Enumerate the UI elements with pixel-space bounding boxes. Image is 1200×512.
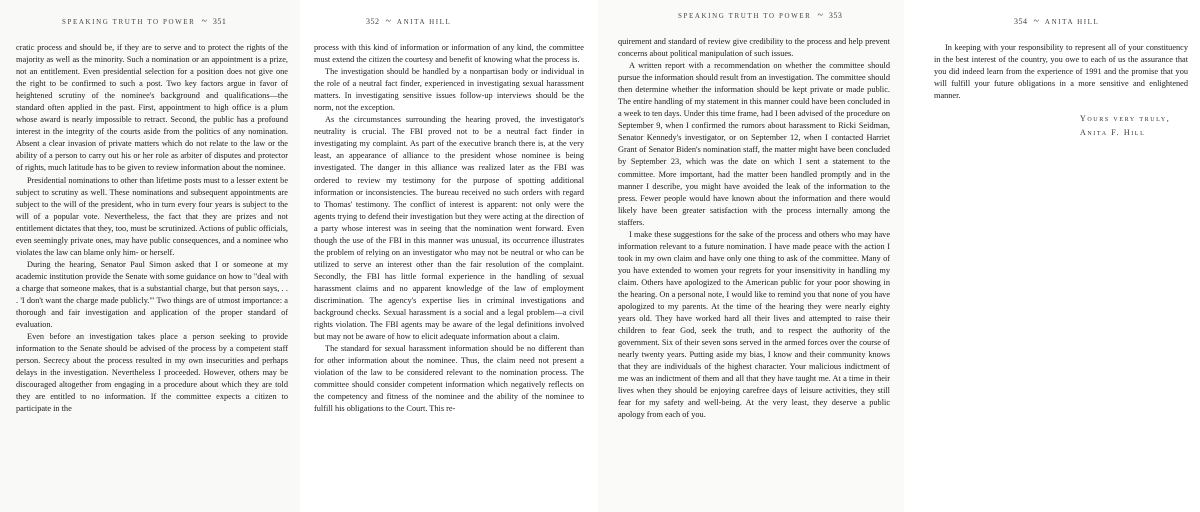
page-number: 352	[366, 17, 380, 26]
ornament-icon: ~	[1033, 16, 1039, 27]
paragraph: During the hearing, Senator Paul Simon asked that I or someone at my academic institution provide the Senate with some guidance on how to "deal with a charge that someone makes, that is a substantial charge, but that person says, . . . 'I don't want the charge made publicly.'" Two things are of utmost importance: a thorough and fair investigation and application of the proper standard of evaluation.	[16, 259, 288, 330]
paragraph: I make these suggestions for the sake of the process and others who may have information relevant to a future nomination. I have made peace with the action I took in my own claim and have only one thing to ask of the committee. Many of you have extended to women your regrets for your insensitivity in handling my claim. Others have apologized to the American public for your poor showing in the hearing. On a personal note, I would like to remind you that none of you have apologized to my parents. At the time of the hearing they were nearly eighty years old. They have worked hard all their lives and attempted to raise their children to fear God, seek the truth, and to respect the authority of the government. Six of their seven sons served in the armed forces over the course of nearly twenty years. Putting aside my bias, I know and their community knows that they are individuals of the highest character. Your malicious indictment of me was an indictment of them and all that they have taught me. At a time in their lives when they should be enjoying carefree days of leisure activities, they still fear for my safety and well-being. At the very least, they deserve a public apology from each of you.	[618, 229, 890, 420]
running-header	[1014, 16, 1099, 27]
page-body	[934, 42, 1188, 102]
header-title: SPEAKING TRUTH TO POWER	[678, 12, 812, 20]
page-number: 351	[212, 17, 227, 26]
valediction: Yours very truly,	[1080, 114, 1171, 123]
paragraph: process with this kind of information or information of any kind, the committee must extend the citizen the courtesy and benefit of knowing what the process is.	[314, 43, 584, 65]
paragraph: The investigation should be handled by a nonpartisan body or individual in the role of a neutral fact finder, experienced in investigating sexual harassment matters. In investigating sensitive issues follow-up interviews should be the norm, not the exception.	[314, 67, 584, 113]
letter-closing	[1080, 112, 1170, 140]
header-title: SPEAKING TRUTH TO POWER	[62, 18, 196, 26]
header-title: ANITA HILL	[396, 18, 452, 26]
running-header	[678, 10, 842, 21]
paragraph: Presidential nominations to other than lifetime posts must to a lesser extent be subject to scrutiny as well. These nominations and subsequent appointments are subject to the will of the president, who in turn every four years is subject to the will of a popular vote. Nevertheless, the fact that they are prizes and not entitlement dictates that they, too, must be scrutinized. Actions of public officials, even seemingly private ones, may have public consequences, and a nominee who violates the law can blame only him- or herself.	[16, 175, 288, 257]
paragraph: As the circumstances surrounding the hearing proved, the investigator's neutrality is crucial. The FBI proved not to be a neutral fact finder in investigating my complaint. As part of the executive branch there is, at the very least, an appearance of alliance to the president whose nominee is being investigated. The danger in this alliance was realized later as the FBI was ordered to review my testimony for the purpose of spotting additional information or inconsistencies. The bureau received no such orders with regard to Thomas' testimony. The conflict of interest is apparent: not only were the agents trying to defend their investigation but they were acting at the direction of a party whose interest was in seeing that the nomination went forward. Even though the use of the FBI in this manner was unusual, its occurrence illustrates the problem of relying on an investigator who may not be neutral or who can be utilized to serve an interest other than the fair resolution of the complaint. Secondly, the FBI has little formal experience in the handling of sexual harassment claims and no apparent knowledge of the law of employment discrimination. The agency's expertise lies in criminal investigations and background checks. Sexual harassment is a social and a legal problem—a civil rights violation. The FBI agents may be aware of the legal definitions involved but may not be aware of how to elicit adequate information about a claim.	[314, 115, 584, 342]
page-number: 353	[828, 11, 843, 20]
book-page-351	[0, 0, 300, 512]
ornament-icon: ~	[201, 16, 207, 27]
page-body	[618, 36, 890, 422]
book-page-354	[904, 0, 1200, 512]
ornament-icon: ~	[385, 16, 391, 27]
running-header	[62, 16, 226, 27]
book-page-353	[598, 0, 904, 512]
page-number: 354	[1014, 17, 1028, 26]
page-body	[16, 42, 288, 415]
running-header	[366, 16, 451, 27]
paragraph: cratic process and should be, if they are to serve and to protect the rights of the majority as well as the minority. Such a nomination or an appointment is a prize, not an entitlement. Even presidential selection for a position does not give one the right to be confirmed to such a post. Two key factors argue in favor of heightened scrutiny of the nominee's background and qualifications—the standard often applied in the past. First, appointment to high office is a plum whose award is nearly impossible to retract. Second, the public has a profound interest in the integrity of the courts aside from the politics of any nomination. Absent a clear invasion of private matters which do not relate to the law or the ability of a person to carry out his or her role as arbiter of disputes and protector of rights, much latitude has to be given to review information about the nominee.	[16, 43, 288, 173]
paragraph: Even before an investigation takes place a person seeking to provide information to the Senate should be advised of the process by a competent staff person. Secrecy about the process resulted in my own insecurities and perhaps delays in the investigation. Nevertheless I proceeded. However, others may be discouraged altogether from engaging in a procedure about which they are told they are entitled to no information. If the committee expects a citizen to participate in the	[16, 332, 288, 414]
ornament-icon: ~	[817, 10, 823, 21]
header-title: ANITA HILL	[1044, 18, 1100, 26]
book-page-352	[300, 0, 598, 512]
paragraph: The standard for sexual harassment information should be no different than for other information about the nominee. Thus, the claim need not present a violation of the law to be considered relevant to the nomination process. The committee should consider competent information which negatively reflects on the competency and fitness of the nominee and the ability of the nominee to fulfill his obligations to the Court. This re-	[314, 344, 584, 414]
paragraph: In keeping with your responsibility to represent all of your constituency in the best interest of the country, you owe to each of us the assurance that you did indeed learn from the experience of 1991 and the promise that you will fulfill your future obligations in a more sensitive and enlightened manner.	[934, 43, 1188, 101]
signature: Anita F. Hill	[1080, 128, 1146, 137]
paragraph: A written report with a recommendation on whether the committee should pursue the information should result from an investigation. The committee should then determine whether the information should be kept private or made public. The entire handling of my statement in this manner could have been concluded in a week to ten days. Under this time frame, had I been advised of the procedure on September 9, when I confirmed the rumors about harassment to Ricki Seidman, Senator Kennedy's investigator, or on September 12, when I contacted Harriet Grant of Senator Biden's nomination staff, the matter might have been concluded by September 23, which was the date on which I sent a statement to the committee. More important, had the matter been handled promptly and in the manner I describe, you might have avoided the leak of the information to the press. Fewer people would have known about the information and there would likely have been greater satisfaction with the process internally among the staffers.	[618, 61, 890, 227]
paragraph: quirement and standard of review give credibility to the process and help prevent concerns about political manipulation of such issues.	[618, 37, 890, 59]
page-body	[314, 42, 584, 415]
